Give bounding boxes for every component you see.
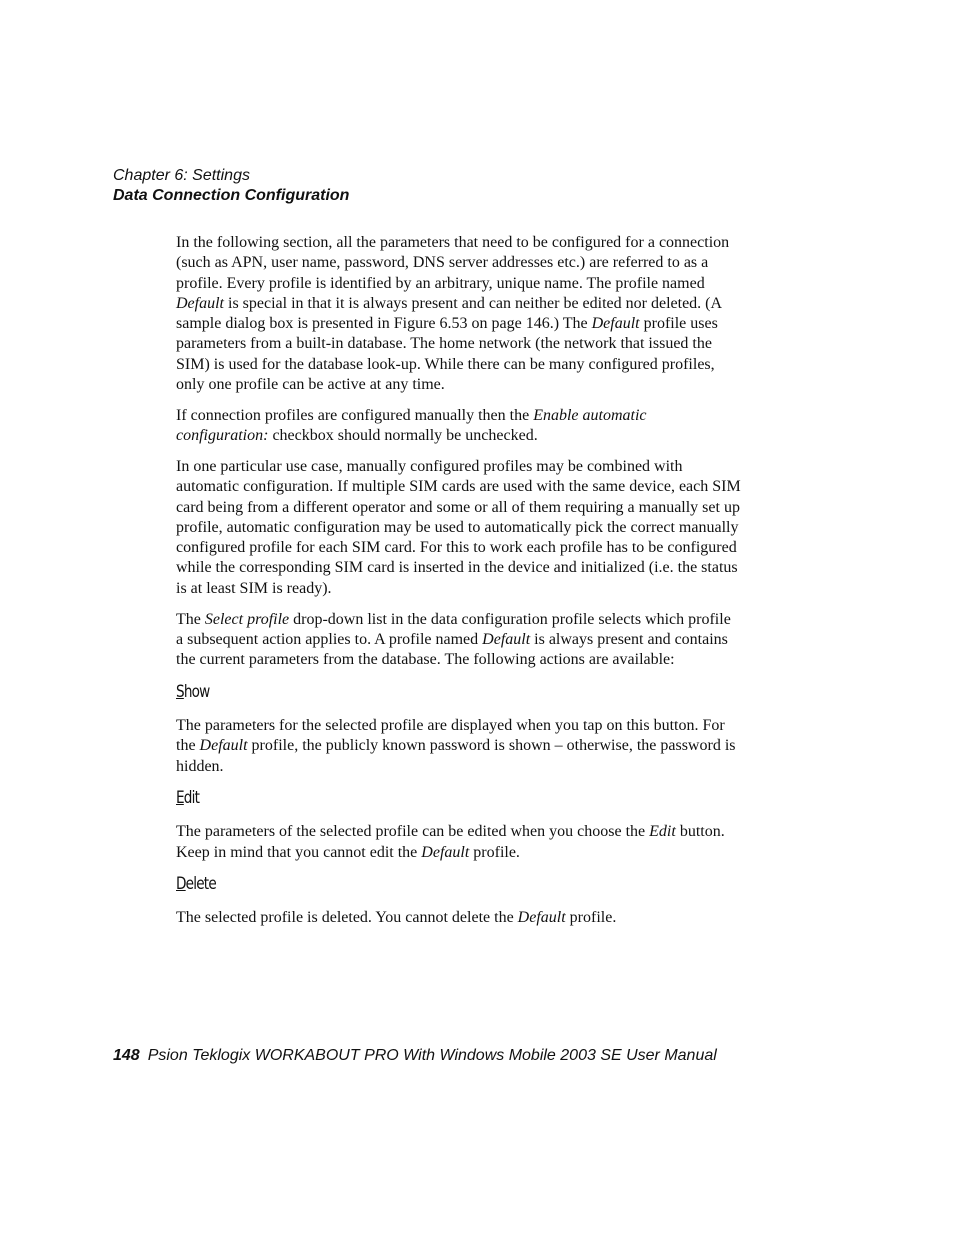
text: profile. <box>469 843 520 861</box>
text-italic: Edit <box>649 823 676 841</box>
heading-edit <box>176 787 628 809</box>
text: The <box>176 610 205 628</box>
heading-mnemonic: E <box>176 788 184 809</box>
paragraph-manual-config <box>176 406 741 447</box>
text: button. Keep in mind that you cannot edit the <box>176 823 725 861</box>
heading-mnemonic: D <box>176 874 186 895</box>
paragraph-select-profile <box>176 610 741 671</box>
text: is special in that it is always present and can neither be edited nor deleted. (A sample dialog box is presented in Figure 6.53 on page 146.) The <box>176 294 722 333</box>
running-footer <box>113 1046 717 1066</box>
text: The selected profile is deleted. You cannot delete the <box>176 909 518 927</box>
text-italic: Default <box>421 843 470 861</box>
text: The parameters of the selected profile can be edited when you choose the <box>176 823 650 841</box>
text: In one particular use case, manually configured profiles may be combined with automatic configuration. If multiple SIM cards are used with the same device, each SIM card being from a different operator and some or all of them requiring a manually set up profile, automatic configuration may be used to automatically pick the correct manually configured profile for each SIM card. For this to work each profile has to be configured while the corresponding SIM card is inserted in the device and initialized (i.e. the status is at least SIM is ready). <box>176 457 741 597</box>
heading-text: elete <box>185 874 216 895</box>
heading-text: dit <box>183 788 200 809</box>
paragraph-delete <box>176 908 741 928</box>
text: checkbox should normally be unchecked. <box>268 427 538 445</box>
heading-mnemonic: S <box>176 681 184 702</box>
running-header <box>113 166 349 206</box>
paragraph-intro <box>176 233 741 395</box>
text-italic: Default <box>482 630 531 648</box>
manual-title: Psion Teklogix WORKABOUT PRO With Windows Mobile 2003 SE User Manual <box>147 1047 717 1064</box>
text-italic: Default <box>199 737 248 755</box>
page-number: 148 <box>113 1047 140 1064</box>
text: The parameters for the selected profile are displayed when you tap on this button. For the <box>176 716 725 755</box>
text-italic: Default <box>591 315 640 333</box>
text: profile, the publicly known password is shown – otherwise, the password is hidden. <box>176 737 736 775</box>
heading-text: how <box>183 681 210 702</box>
heading-delete <box>176 873 628 895</box>
paragraph-edit <box>176 822 741 863</box>
paragraph-use-case <box>176 457 741 599</box>
body-content <box>176 233 741 939</box>
text: drop-down list in the data configuration profile selects which profile a subsequent action applies to. A profile named <box>176 610 731 648</box>
text-italic: Select profile <box>204 610 290 628</box>
text-italic: Default <box>176 294 224 312</box>
text-italic: Enable automatic configuration: <box>176 406 647 445</box>
text: In the following section, all the parameters that need to be configured for a connection (such as APN, user name, password, DNS server addresses etc.) are referred to as a profile. Every profile is identified by an arbitrary, unique name. The profile named <box>176 234 730 292</box>
heading-show <box>176 681 628 703</box>
section-title: Data Connection Configuration <box>113 187 350 204</box>
chapter-title: Chapter 6: Settings <box>113 167 250 184</box>
text-italic: Default <box>517 909 566 927</box>
text: profile. <box>565 909 617 927</box>
text: is always present and contains the current parameters from the database. The following actions are available: <box>176 630 728 669</box>
text: profile uses parameters from a built-in database. The home network (the network that issued the SIM) is used for the database look-up. While there can be many configured profiles, only one profile can be active at any time. <box>176 315 718 394</box>
text: If connection profiles are configured manually then the <box>176 406 534 424</box>
paragraph-show <box>176 716 741 777</box>
